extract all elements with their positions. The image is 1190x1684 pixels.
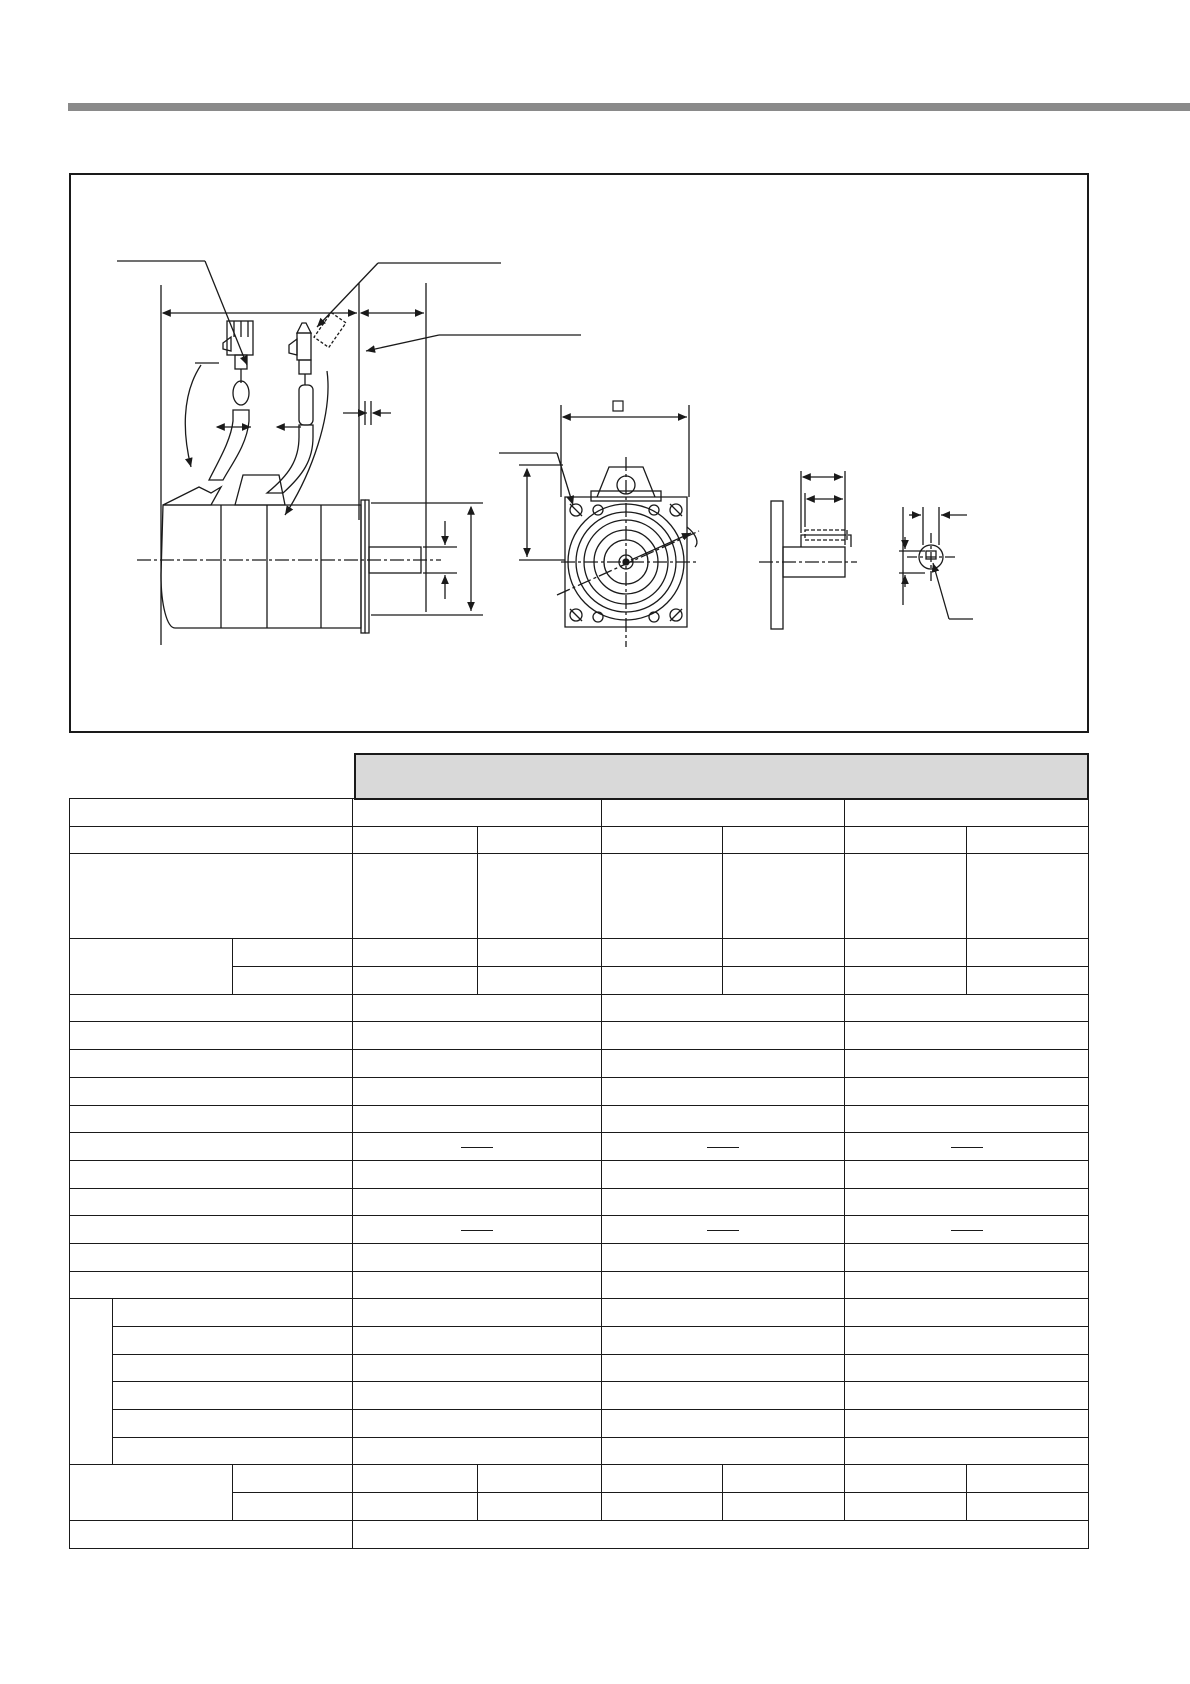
dash-mark <box>951 1147 983 1148</box>
table-row <box>70 1077 1089 1105</box>
encoder-cable <box>209 410 249 480</box>
table-cell <box>70 1133 353 1161</box>
table-cell <box>602 854 723 939</box>
table-cell <box>845 994 1089 1022</box>
table-cell <box>845 939 966 967</box>
table-cell <box>70 994 353 1022</box>
table-cell <box>112 1327 352 1355</box>
table-cell <box>353 1493 477 1521</box>
table-cell <box>353 1354 602 1382</box>
table-cell <box>602 1354 845 1382</box>
table-cell <box>602 1327 845 1355</box>
table-cell <box>966 826 1088 854</box>
table-cell <box>845 1160 1089 1188</box>
table-cell <box>70 826 353 854</box>
table-cell <box>602 1299 845 1327</box>
table-cell <box>845 1105 1089 1133</box>
table-cell <box>602 826 723 854</box>
table-cell <box>845 854 966 939</box>
table-cell <box>845 1243 1089 1271</box>
dash-cell <box>602 1133 845 1161</box>
table-cell <box>477 939 601 967</box>
table-cell <box>723 939 845 967</box>
table-row <box>70 1188 1089 1216</box>
table-row <box>70 1520 1089 1548</box>
table-cell <box>353 939 477 967</box>
power-connector <box>297 333 311 360</box>
table-cell <box>70 1022 353 1050</box>
table-cell <box>353 854 477 939</box>
table-row <box>70 939 1089 967</box>
table-cell <box>602 939 723 967</box>
table-cell <box>602 1188 845 1216</box>
table-cell <box>353 1437 602 1465</box>
dash-cell <box>353 1133 602 1161</box>
table-cell <box>70 1160 353 1188</box>
top-rule <box>68 103 1190 111</box>
shaft-flange <box>771 501 783 629</box>
table-cell <box>353 994 602 1022</box>
table-row <box>70 1354 1089 1382</box>
table-cell <box>70 1188 353 1216</box>
table-cell <box>70 1243 353 1271</box>
table-cell <box>233 1465 353 1493</box>
table-cell <box>723 1465 845 1493</box>
table-cell <box>602 1382 845 1410</box>
table-cell <box>353 1188 602 1216</box>
table-cell <box>112 1437 352 1465</box>
table-row <box>70 1271 1089 1299</box>
table-cell <box>966 854 1088 939</box>
table-cell <box>112 1299 352 1327</box>
table-row <box>70 1133 1089 1161</box>
table-cell <box>353 1520 1089 1548</box>
table-cell <box>70 939 233 994</box>
group-cell <box>70 1299 113 1465</box>
cable-grommet <box>299 385 313 425</box>
table-cell <box>477 854 601 939</box>
table-cell <box>845 1188 1089 1216</box>
table-cell <box>353 799 602 827</box>
table-cell <box>233 967 353 995</box>
table-cell <box>845 967 966 995</box>
table-cell <box>723 826 845 854</box>
table-cell <box>353 1105 602 1133</box>
connector-alt-position <box>314 313 346 348</box>
table-cell <box>966 939 1088 967</box>
table-cell <box>845 1050 1089 1078</box>
cable-outlet-right <box>235 475 285 505</box>
table-row <box>70 1410 1089 1438</box>
table-cell <box>70 854 353 939</box>
shaft-key <box>801 535 851 547</box>
table-cell <box>723 854 845 939</box>
table-cell <box>353 967 477 995</box>
table-header-band <box>354 753 1089 800</box>
table-cell <box>602 1465 723 1493</box>
table-cell <box>70 1271 353 1299</box>
table-cell <box>353 826 477 854</box>
table-cell <box>845 799 1089 827</box>
dash-mark <box>707 1230 739 1231</box>
table-cell <box>966 967 1088 995</box>
dash-mark <box>951 1230 983 1231</box>
table-cell <box>70 799 353 827</box>
table-row <box>70 799 1089 827</box>
dimension-drawing-frame <box>69 173 1089 733</box>
dash-cell <box>845 1216 1089 1244</box>
table-row <box>70 994 1089 1022</box>
table-cell <box>70 1077 353 1105</box>
table-cell <box>602 1410 845 1438</box>
table-cell <box>353 1050 602 1078</box>
table-cell <box>70 1050 353 1078</box>
table-cell <box>477 1465 601 1493</box>
table-cell <box>602 1243 845 1271</box>
table-cell <box>353 1382 602 1410</box>
table-cell <box>70 1216 353 1244</box>
table-cell <box>602 1160 845 1188</box>
dash-mark <box>707 1147 739 1148</box>
motor-flange <box>361 500 365 633</box>
table-cell <box>723 967 845 995</box>
table-row <box>70 1105 1089 1133</box>
table-row <box>70 854 1089 939</box>
table-cell <box>233 1493 353 1521</box>
front-view <box>499 401 699 647</box>
table-cell <box>353 1299 602 1327</box>
table-cell <box>845 1465 966 1493</box>
table-row <box>70 1160 1089 1188</box>
power-cable <box>267 425 313 493</box>
table-cell <box>845 826 966 854</box>
table-row <box>70 1382 1089 1410</box>
dash-cell <box>845 1133 1089 1161</box>
table-row <box>70 1299 1089 1327</box>
table-cell <box>602 967 723 995</box>
table-cell <box>966 1465 1088 1493</box>
dash-cell <box>353 1216 602 1244</box>
table-cell <box>845 1493 966 1521</box>
table-cell <box>602 1077 845 1105</box>
table-row <box>70 1327 1089 1355</box>
table-cell <box>845 1354 1089 1382</box>
table-cell <box>112 1354 352 1382</box>
table-row <box>70 1216 1089 1244</box>
table-cell <box>353 1077 602 1105</box>
square-symbol <box>613 401 623 411</box>
motor-body <box>161 505 361 628</box>
table-cell <box>477 967 601 995</box>
table-row <box>70 826 1089 854</box>
table-cell <box>966 1493 1088 1521</box>
dash-mark <box>461 1230 493 1231</box>
table-cell <box>353 1243 602 1271</box>
table-row <box>70 1022 1089 1050</box>
table-cell <box>602 1022 845 1050</box>
table-cell <box>845 1327 1089 1355</box>
table-cell <box>353 1271 602 1299</box>
table-cell <box>845 1271 1089 1299</box>
dimension-drawing <box>71 175 1087 731</box>
table-cell <box>845 1437 1089 1465</box>
table-cell <box>602 1271 845 1299</box>
table-cell <box>602 994 845 1022</box>
shaft-end-view <box>899 507 973 619</box>
table-cell <box>353 1327 602 1355</box>
table-cell <box>353 1022 602 1050</box>
table-cell <box>353 1410 602 1438</box>
table-cell <box>602 1437 845 1465</box>
table-cell <box>477 826 601 854</box>
table-cell <box>70 1105 353 1133</box>
table-cell <box>845 1382 1089 1410</box>
leader-line <box>317 263 378 327</box>
leader-line <box>366 335 439 351</box>
table-cell <box>353 1465 477 1493</box>
leader-line <box>933 563 949 619</box>
table-cell <box>602 1050 845 1078</box>
bend-radius-dimension <box>285 371 328 515</box>
table-cell <box>845 1022 1089 1050</box>
table-row <box>70 1243 1089 1271</box>
dash-cell <box>602 1216 845 1244</box>
dash-mark <box>461 1147 493 1148</box>
table-cell <box>602 799 845 827</box>
table-cell <box>477 1493 601 1521</box>
table-cell <box>602 1493 723 1521</box>
cable-outlet-left <box>163 487 221 505</box>
table-row <box>70 1465 1089 1493</box>
table-cell <box>845 1299 1089 1327</box>
table-cell <box>112 1382 352 1410</box>
table-cell <box>845 1410 1089 1438</box>
bend-radius-dimension <box>185 365 201 467</box>
table-cell <box>845 1077 1089 1105</box>
spec-table <box>69 798 1089 1549</box>
table-row <box>70 1050 1089 1078</box>
shaft-view <box>759 471 857 629</box>
table-cell <box>70 1465 233 1520</box>
table-cell <box>112 1410 352 1438</box>
table-cell <box>233 939 353 967</box>
table-cell <box>353 1160 602 1188</box>
cable-grommet <box>233 381 249 405</box>
table-cell <box>723 1493 845 1521</box>
table-cell <box>70 1520 353 1548</box>
table-cell <box>602 1105 845 1133</box>
table-row <box>70 1437 1089 1465</box>
